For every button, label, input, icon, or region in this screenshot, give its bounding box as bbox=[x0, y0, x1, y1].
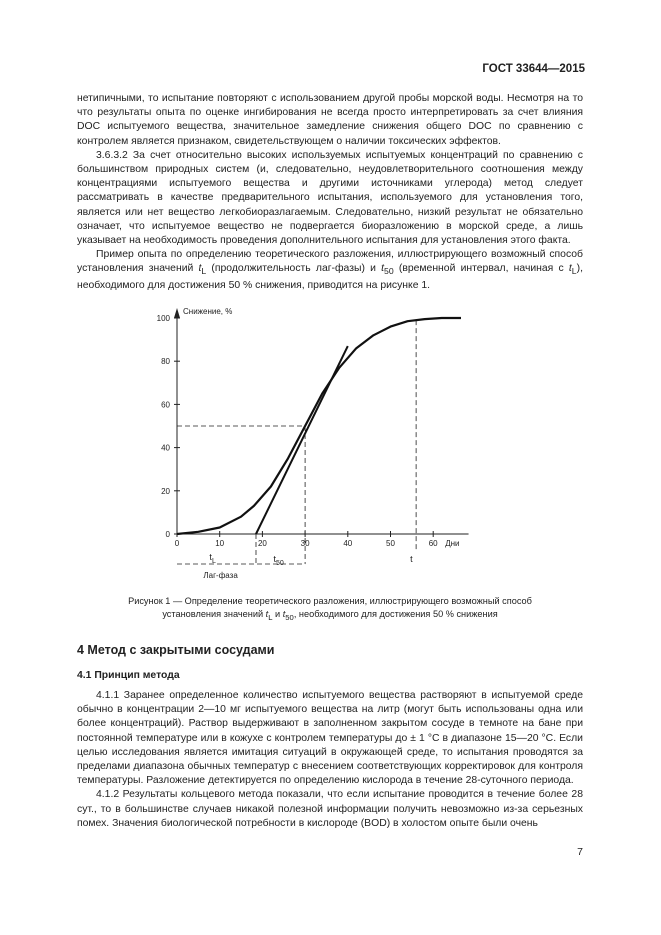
y-tick-label: 20 bbox=[161, 486, 170, 496]
tangent-line bbox=[256, 346, 348, 534]
example-text-1: Пример опыта по определению теоретического разложения, иллюстрирующего возможный способ установления значений bbox=[77, 249, 583, 275]
body-text-bottom bbox=[77, 689, 583, 831]
symbol-sub-50: 50 bbox=[285, 612, 294, 622]
y-tick-label: 100 bbox=[156, 314, 170, 323]
paragraph-4-1-1: 4.1.1 Заранее определенное количество испытуемого вещества растворяют в испытуемой среде обычно в концентрации 2—10 мг испытуемого вещества на литр (могут быть использованы одна или более концентраций). Раствор выдерживают в заполненном закрытом сосуде в темноте на бане при постоянной температуре или в кожухе с контролем температуры до ± 1 °С в диапазоне 15—20 °С. Если целью исследования является имитация ситуаций в окружающей среде, то испытания проводятся за пределами диапазона обычных температур с внесением соответствующих корректировок для контроля температуры. Разложение детектируется по определению кислорода в течение 28-суточного периода. bbox=[77, 690, 583, 787]
x-tick-label: 60 bbox=[428, 539, 438, 548]
y-tick-label: 80 bbox=[161, 357, 170, 367]
page-number: 7 bbox=[577, 846, 583, 858]
caption-text-c: , необходимого для достижения 50 % снижения bbox=[293, 609, 498, 619]
caption-text-a: установления значений bbox=[162, 609, 266, 619]
y-tick-label: 0 bbox=[165, 530, 170, 539]
caption-text-b: и bbox=[272, 609, 283, 619]
degradation-chart bbox=[140, 300, 500, 585]
label-tl: $t_L$ bbox=[209, 552, 216, 565]
chart-axes bbox=[174, 308, 469, 537]
section-title: 4 Метод с закрытыми сосудами bbox=[77, 643, 275, 657]
x-tick-label: 20 bbox=[257, 539, 267, 548]
symbol-sub-l: L bbox=[268, 612, 273, 622]
example-text-4: ), необходимого для достижения 50 % снижения, приводится на рисунке 1. bbox=[77, 263, 583, 291]
subsection-title: 4.1 Принцип метода bbox=[77, 670, 180, 681]
figure-caption bbox=[77, 595, 583, 624]
symbol-t: t bbox=[282, 609, 286, 619]
symbol-t: t bbox=[568, 263, 572, 275]
symbol-t: t bbox=[198, 263, 202, 275]
caption-line-2 bbox=[77, 608, 583, 624]
y-axis-label: Снижение, % bbox=[183, 307, 233, 316]
symbol-t: t bbox=[381, 263, 385, 275]
y-tick-label: 60 bbox=[161, 400, 170, 410]
y-axis-arrow bbox=[174, 308, 180, 318]
paragraph-example bbox=[77, 248, 583, 293]
example-text-3: (временной интервал, начиная с bbox=[393, 263, 569, 275]
x-tick-label: 0 bbox=[174, 539, 180, 548]
y-tick-label: 40 bbox=[161, 443, 170, 453]
symbol-sub-l: L bbox=[571, 266, 577, 277]
example-text-2: (продолжительность лаг-фазы) и bbox=[206, 263, 382, 275]
symbol-t: t bbox=[265, 609, 269, 619]
symbol-sub-l: L bbox=[201, 266, 207, 277]
symbol-sub-50: 50 bbox=[384, 266, 394, 277]
x-tick-label: 30 bbox=[300, 539, 310, 548]
x-tick-label: 10 bbox=[215, 539, 225, 548]
document-code: ГОСТ 33644—2015 bbox=[482, 63, 585, 75]
x-axis-label: Дни bbox=[445, 539, 460, 548]
chart-labels bbox=[157, 307, 460, 580]
paragraph-4-1-2: 4.1.2 Результаты кольцевого метода показали, что если испытание проводится в течение более 28 сут., то в большинстве случаев никакой полезной информации получить невозможно из-за серьезных помех. Значения биологической потребности в кислороде (BOD) в холостом опыте были очень bbox=[77, 789, 583, 829]
caption-line-1: Рисунок 1 — Определение теоретического разложения, иллюстрирующего возможный способ bbox=[128, 596, 532, 606]
paragraph-3-6-3-2: 3.6.3.2 За счет относительно высоких используемых испытуемых концентраций по сравнению с большинством природных систем (и, следовательно, неудовлетворительного соотношения между концентрациями испытуемого вещества и другими источниками углерода) метод следует рассматривать в качестве предварительного испытания, используемого для установления того, является или нет вещество легкобиоразлагаемым. Следовательно, низкий результат не обязательно означает, что испытуемое вещество не подвергается биоразложению в морской среде, а лишь указывает на необходимость проведения дополнительного испытания для установления этого факта. bbox=[77, 149, 583, 247]
body-text-top bbox=[77, 92, 583, 293]
label-t50: $t_{50}$ bbox=[273, 554, 284, 567]
label-lag-phase: Лаг-фаза bbox=[203, 571, 238, 580]
x-tick-label: 50 bbox=[386, 539, 395, 548]
paragraph-1: нетипичными, то испытание повторяют с использованием другой пробы морской воды. Несмотря на то что результаты опыта по оценке ингибирования не всегда просто интерпретировать за счет влияния DOC испытуемого вещества, значительное замедление снижения общего DOC по сравнению с контролем является признаком, свидетельствующем о наличии токсических эффектов. bbox=[77, 93, 583, 147]
label-t-plain: t bbox=[410, 554, 413, 564]
x-tick-label: 40 bbox=[343, 539, 353, 548]
chart-svg bbox=[140, 300, 500, 585]
